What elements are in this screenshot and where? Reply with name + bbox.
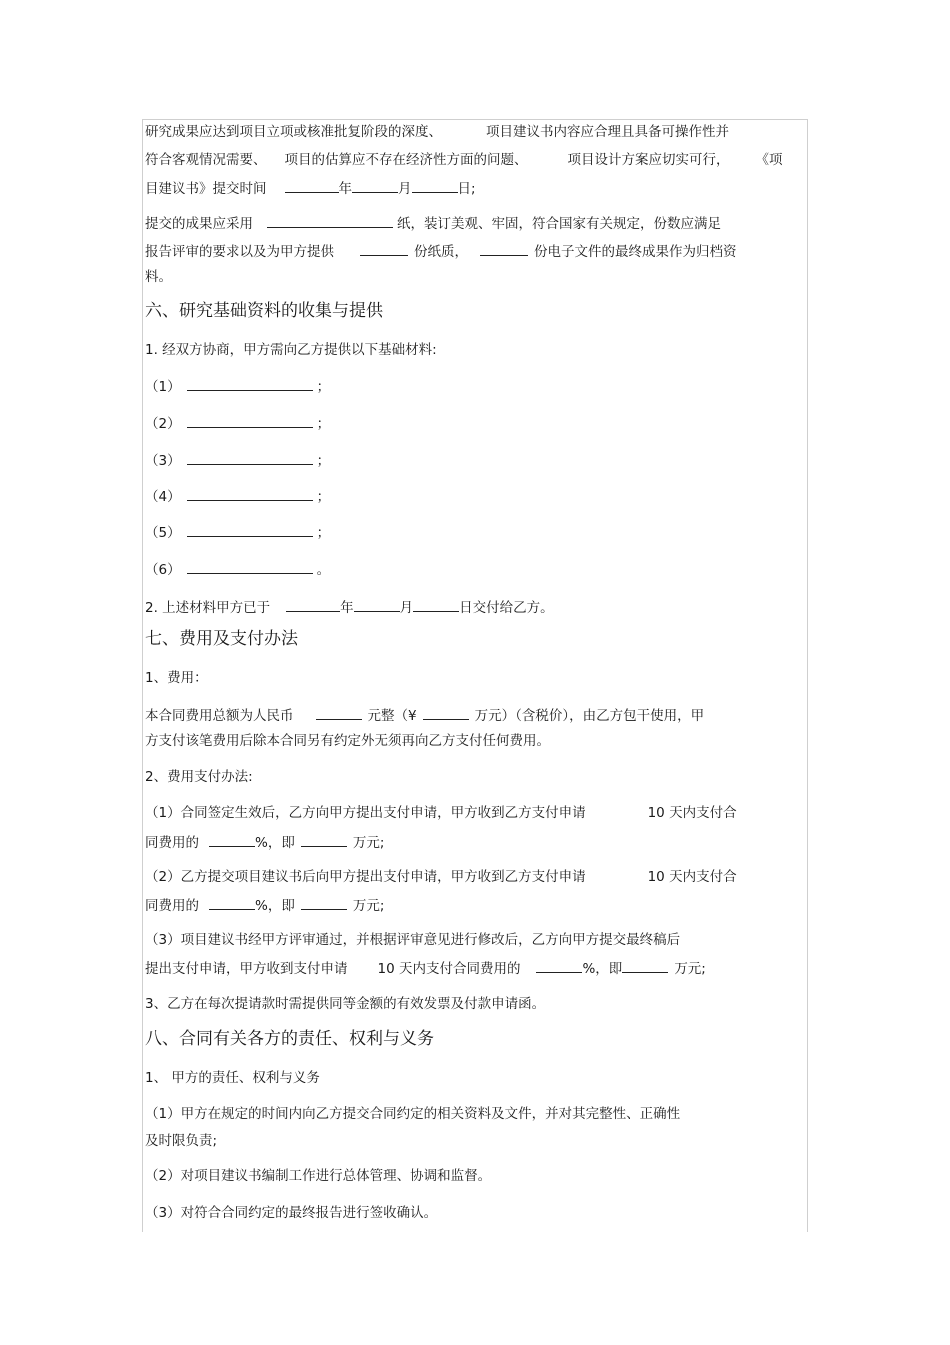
pay3-line2: 提出支付申请，甲方收到支付申请 10 天内支付合同费用的 %，即 万元; (145, 958, 706, 978)
pay2-line2: 同费用的 %，即 万元; (145, 895, 384, 915)
party-a-item1-line2: 及时限负责; (145, 1133, 218, 1149)
p1-line1: 研究成果应达到项目立项或核准批复阶段的深度、 项目建议书内容应合理且具备可操作性并 (145, 124, 729, 140)
material-item: （6） 。 (145, 559, 330, 579)
party-a-subheading: 1、 甲方的责任、权利与义务 (145, 1070, 320, 1086)
party-a-item1-line1: （1）甲方在规定的时间内向乙方提交合同约定的相关资料及文件，并对其完整性、正确性 (145, 1106, 681, 1122)
electronic-copies-blank[interactable] (480, 241, 528, 256)
material-item: （2） ； (145, 413, 330, 433)
section-8-heading: 八、合同有关各方的责任、权利与义务 (145, 1029, 434, 1049)
amount-blank[interactable] (301, 895, 347, 910)
material-blank[interactable] (187, 376, 313, 391)
pay1-line2: 同费用的 %，即 万元; (145, 832, 384, 852)
amount-blank[interactable] (622, 958, 668, 973)
p1-line3: 目建议书》提交时间 年 月 日; (145, 178, 476, 198)
percent-blank[interactable] (209, 895, 255, 910)
material-item: （4） ； (145, 486, 330, 506)
day-blank[interactable] (412, 178, 458, 193)
material-blank[interactable] (187, 522, 313, 537)
s6-deliver: 2. 上述材料甲方已于 年 月 日交付给乙方。 (145, 597, 554, 617)
material-item: （5） ； (145, 522, 330, 542)
party-a-item2: （2）对项目建议书编制工作进行总体管理、协调和监督。 (145, 1168, 492, 1184)
amount-blank[interactable] (301, 832, 347, 847)
p2-line3: 料。 (145, 269, 172, 285)
pay2-line1: （2）乙方提交项目建议书后向甲方提出支付申请，甲方收到乙方支付申请 10 天内支付合 (145, 869, 737, 885)
percent-blank[interactable] (209, 832, 255, 847)
fee-line1: 本合同费用总额为人民币 元整（¥ 万元）（含税价），由乙方包干使用，甲 (145, 705, 704, 725)
month-blank[interactable] (352, 178, 398, 193)
material-blank[interactable] (187, 486, 313, 501)
pay3-line1: （3）项目建议书经甲方评审通过，并根据评审意见进行修改后，乙方向甲方提交最终稿后 (145, 932, 681, 948)
fee-label: 1、费用： (145, 670, 208, 686)
fee-rmb-blank[interactable] (316, 705, 362, 720)
section-7-heading: 七、费用及支付办法 (145, 629, 298, 649)
year-blank[interactable] (286, 597, 340, 612)
year-blank[interactable] (285, 178, 339, 193)
material-blank[interactable] (187, 450, 313, 465)
day-blank[interactable] (413, 597, 459, 612)
month-blank[interactable] (354, 597, 400, 612)
material-blank[interactable] (187, 559, 313, 574)
material-blank[interactable] (187, 413, 313, 428)
p1-line2: 符合客观情况需要、 项目的估算应不存在经济性方面的问题、 项目设计方案应切实可行， 《项 (145, 152, 783, 168)
invoice-note: 3、乙方在每次提请款时需提供同等金额的有效发票及付款申请函。 (145, 996, 546, 1012)
p2-line1: 提交的成果应采用 纸，装订美观、牢固，符合国家有关规定，份数应满足 (145, 213, 721, 233)
paper-type-blank[interactable] (267, 213, 393, 228)
page-border (142, 119, 808, 1232)
material-item: （3） ； (145, 450, 330, 470)
fee-line2: 方支付该笔费用后除本合同另有约定外无须再向乙方支付任何费用。 (145, 733, 550, 749)
percent-blank[interactable] (536, 958, 582, 973)
s6-intro: 1. 经双方协商，甲方需向乙方提供以下基础材料: (145, 342, 437, 358)
paper-copies-blank[interactable] (360, 241, 408, 256)
p2-line2: 报告评审的要求以及为甲方提供 份纸质， 份电子文件的最终成果作为归档资 (145, 241, 737, 261)
section-6-heading: 六、研究基础资料的收集与提供 (145, 301, 383, 321)
payment-label: 2、费用支付办法: (145, 769, 253, 785)
fee-amount-blank[interactable] (423, 705, 469, 720)
pay1-line1: （1）合同签定生效后，乙方向甲方提出支付申请，甲方收到乙方支付申请 10 天内支付合 (145, 805, 737, 821)
party-a-item3: （3）对符合合同约定的最终报告进行签收确认。 (145, 1205, 438, 1221)
material-item: （1） ； (145, 376, 330, 396)
